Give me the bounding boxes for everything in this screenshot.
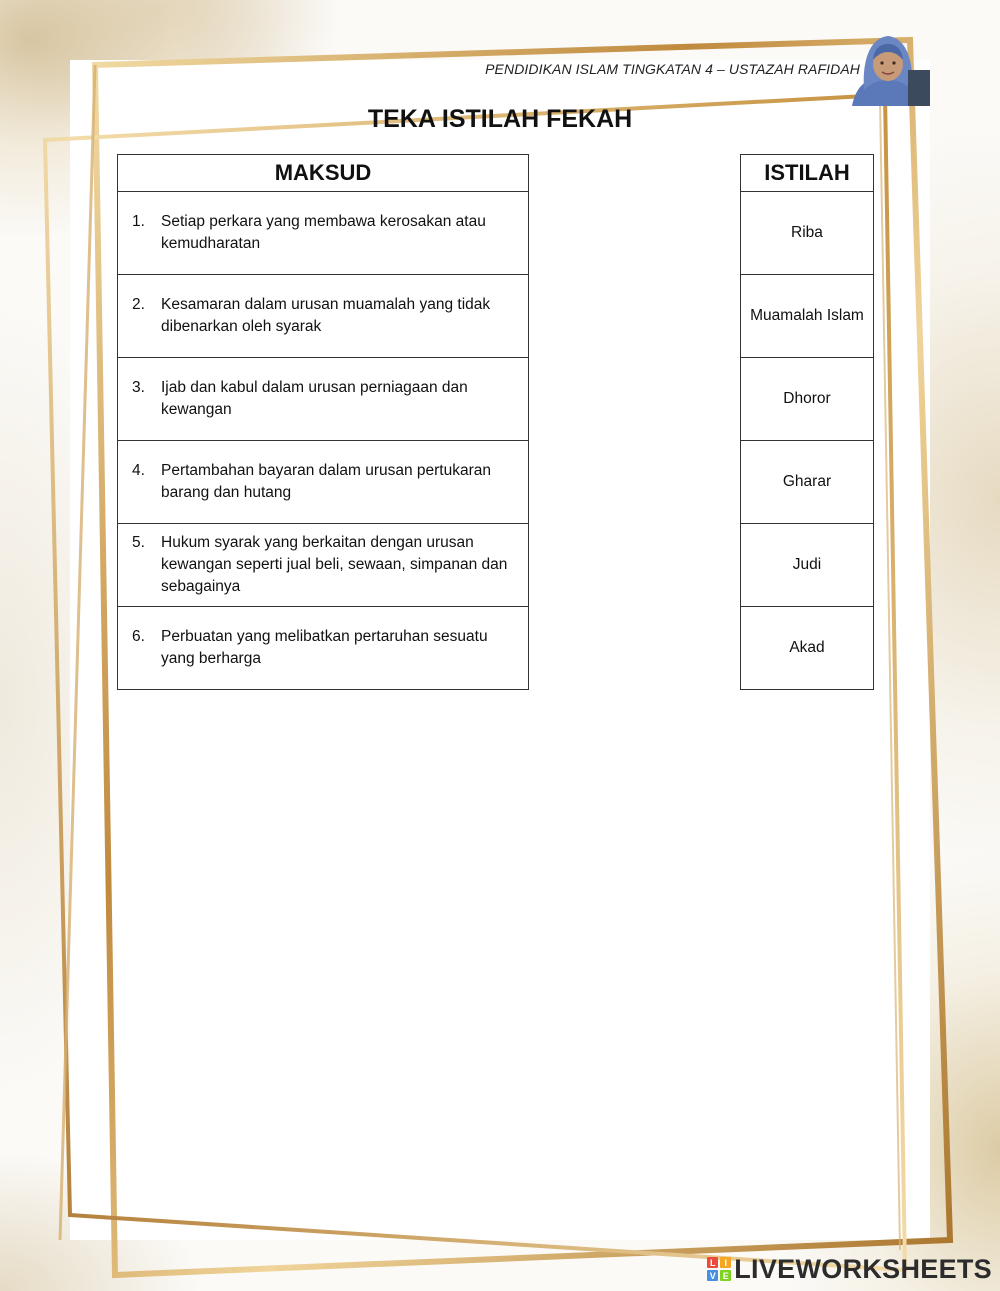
maksud-row bbox=[118, 275, 529, 358]
istilah-term-drag[interactable]: Akad bbox=[741, 607, 874, 690]
istilah-term-drag[interactable]: Muamalah Islam bbox=[741, 275, 874, 358]
liveworksheets-logo[interactable] bbox=[707, 1255, 992, 1283]
item-text: Pertambahan bayaran dalam urusan pertukaran barang dan hutang bbox=[161, 462, 492, 501]
item-number: 6. bbox=[132, 628, 145, 645]
logo-letter: I bbox=[720, 1257, 731, 1268]
logo-text: LIVEWORKSHEETS bbox=[734, 1253, 992, 1284]
teacher-avatar bbox=[846, 30, 930, 106]
maksud-table bbox=[117, 154, 529, 690]
item-text: Kesamaran dalam urusan muamalah yang tidak dibenarkan oleh syarak bbox=[161, 296, 491, 335]
maksud-row bbox=[118, 192, 529, 275]
maksud-row bbox=[118, 441, 529, 524]
item-text: Perbuatan yang melibatkan pertaruhan sesuatu yang berharga bbox=[161, 628, 488, 667]
item-number: 5. bbox=[132, 534, 145, 551]
course-header: PENDIDIKAN ISLAM TINGKATAN 4 – USTAZAH RAFIDAH bbox=[485, 61, 860, 77]
logo-letter: V bbox=[707, 1270, 718, 1281]
page-title: TEKA ISTILAH FEKAH bbox=[367, 105, 633, 133]
logo-letter: L bbox=[707, 1257, 718, 1268]
maksud-row bbox=[118, 358, 529, 441]
item-number: 4. bbox=[132, 462, 145, 479]
item-text: Hukum syarak yang berkaitan dengan urusan kewangan seperti jual beli, sewaan, simpanan dan sebagainya bbox=[161, 534, 508, 595]
item-number: 1. bbox=[132, 213, 145, 230]
istilah-term-drag[interactable]: Dhoror bbox=[741, 358, 874, 441]
istilah-term-drag[interactable]: Gharar bbox=[741, 441, 874, 524]
logo-icon bbox=[707, 1257, 731, 1281]
maksud-row bbox=[118, 607, 529, 690]
item-number: 2. bbox=[132, 296, 145, 313]
item-number: 3. bbox=[132, 379, 145, 396]
istilah-term-drag[interactable]: Riba bbox=[741, 192, 874, 275]
item-text: Setiap perkara yang membawa kerosakan atau kemudharatan bbox=[161, 213, 486, 252]
istilah-header: ISTILAH bbox=[741, 155, 874, 192]
logo-letter: E bbox=[720, 1270, 731, 1281]
maksud-row bbox=[118, 524, 529, 607]
item-text: Ijab dan kabul dalam urusan perniagaan dan kewangan bbox=[161, 379, 468, 418]
istilah-table bbox=[740, 154, 874, 690]
maksud-header: MAKSUD bbox=[118, 155, 529, 192]
istilah-term-drag[interactable]: Judi bbox=[741, 524, 874, 607]
